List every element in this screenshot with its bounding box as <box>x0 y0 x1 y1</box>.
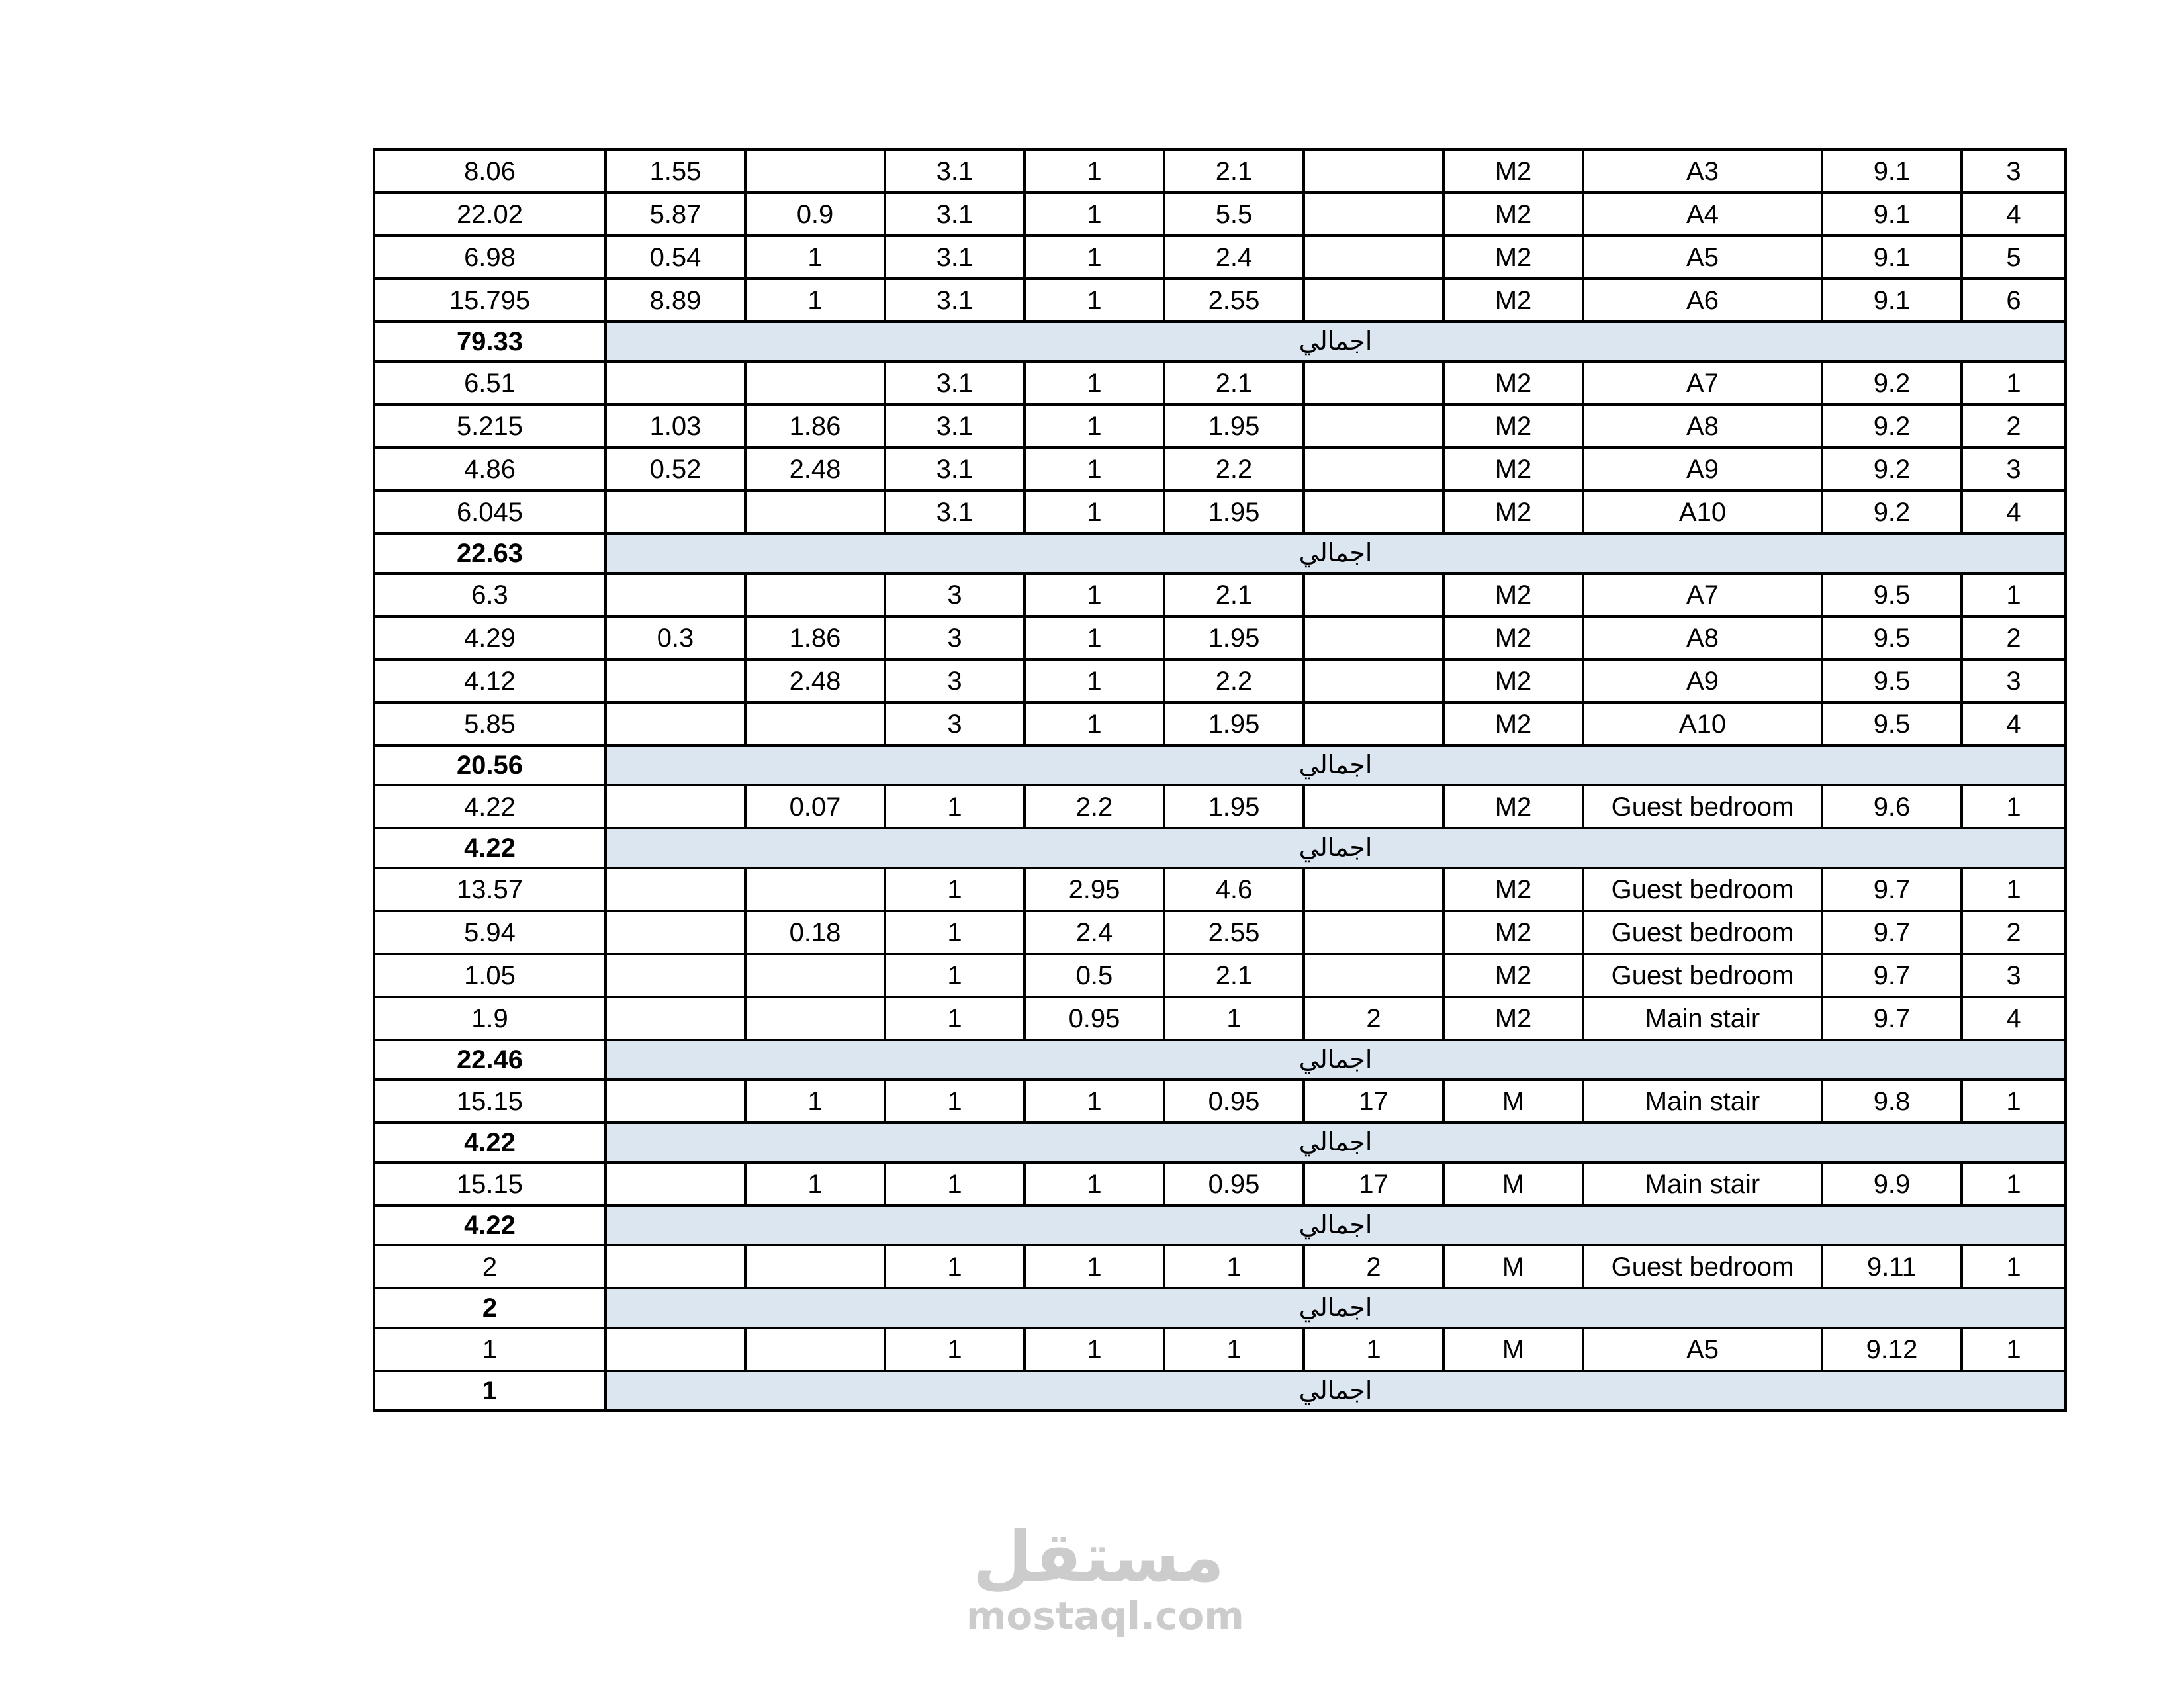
table-cell: 9.12 <box>1822 1328 1962 1371</box>
table-cell <box>1304 404 1443 447</box>
table-cell: 0.54 <box>606 236 745 279</box>
table-cell <box>745 361 885 404</box>
table-cell: 1 <box>885 1328 1024 1371</box>
table-cell: 1 <box>1024 573 1164 616</box>
total-value: 4.22 <box>374 1123 606 1162</box>
table-cell: 1 <box>1024 1328 1164 1371</box>
table-cell: A5 <box>1583 236 1822 279</box>
table-cell: 2 <box>1962 404 2066 447</box>
table-cell: 9.5 <box>1822 616 1962 659</box>
table-cell: M2 <box>1443 150 1583 193</box>
table-cell: 5 <box>1962 236 2066 279</box>
table-cell: 6.045 <box>374 491 606 534</box>
table-cell <box>606 997 745 1040</box>
table-cell: 1 <box>1024 702 1164 745</box>
table-cell: M2 <box>1443 279 1583 322</box>
table-cell: 9.5 <box>1822 573 1962 616</box>
table-cell <box>606 868 745 911</box>
total-label: اجمالي <box>606 1040 2066 1080</box>
table-cell <box>1304 361 1443 404</box>
table-cell: A7 <box>1583 361 1822 404</box>
table-cell: 1 <box>1024 404 1164 447</box>
table-cell: 3.1 <box>885 279 1024 322</box>
table-cell: 1.86 <box>745 404 885 447</box>
table-cell: 4 <box>1962 702 2066 745</box>
table-cell <box>606 911 745 954</box>
table-cell: 0.95 <box>1164 1162 1304 1205</box>
table-cell: 1 <box>1962 1162 2066 1205</box>
table-row <box>374 1162 2066 1205</box>
table-cell <box>606 1162 745 1205</box>
table-cell: 2.1 <box>1164 150 1304 193</box>
table-cell: 3 <box>885 573 1024 616</box>
total-row <box>374 1288 2066 1328</box>
table-cell: 1 <box>1024 193 1164 236</box>
table-cell: 1.9 <box>374 997 606 1040</box>
table-cell: Main stair <box>1583 997 1822 1040</box>
table-cell: 4.86 <box>374 447 606 491</box>
table-cell: 4 <box>1962 491 2066 534</box>
table-cell: 9.11 <box>1822 1245 1962 1288</box>
table-cell <box>1304 447 1443 491</box>
total-value: 79.33 <box>374 322 606 361</box>
table-cell: 3 <box>885 616 1024 659</box>
table-cell <box>1304 785 1443 828</box>
table-cell: Main stair <box>1583 1080 1822 1123</box>
table-cell <box>606 785 745 828</box>
table-cell: Guest bedroom <box>1583 911 1822 954</box>
table-cell: Guest bedroom <box>1583 954 1822 997</box>
table-cell: 6.3 <box>374 573 606 616</box>
table-cell <box>606 954 745 997</box>
table-cell <box>606 491 745 534</box>
table-cell <box>606 659 745 702</box>
table-row <box>374 659 2066 702</box>
table-cell: 5.215 <box>374 404 606 447</box>
table-cell: 2.1 <box>1164 573 1304 616</box>
total-row <box>374 534 2066 573</box>
table-cell: 2 <box>374 1245 606 1288</box>
table-cell: 3 <box>1962 150 2066 193</box>
table-cell: 0.52 <box>606 447 745 491</box>
table-cell: 9.7 <box>1822 997 1962 1040</box>
table-cell: 4.22 <box>374 785 606 828</box>
total-row <box>374 1371 2066 1411</box>
table-row <box>374 447 2066 491</box>
table-cell: 1 <box>1024 279 1164 322</box>
table-cell: 1 <box>885 868 1024 911</box>
table-row <box>374 911 2066 954</box>
table-cell: 2.95 <box>1024 868 1164 911</box>
table-cell: 5.94 <box>374 911 606 954</box>
table-cell: 17 <box>1304 1162 1443 1205</box>
table-cell: 1 <box>1962 1328 2066 1371</box>
total-label: اجمالي <box>606 534 2066 573</box>
table-cell: 22.02 <box>374 193 606 236</box>
table-cell: 1 <box>745 236 885 279</box>
table-cell: 5.87 <box>606 193 745 236</box>
table-cell: 1 <box>1024 361 1164 404</box>
table-cell <box>1304 911 1443 954</box>
table-cell: 3.1 <box>885 150 1024 193</box>
table-cell: A3 <box>1583 150 1822 193</box>
watermark-latin-text: mostaql.com <box>966 1593 1244 1638</box>
table-row <box>374 1245 2066 1288</box>
table-cell: 1 <box>1962 573 2066 616</box>
table-cell: 1 <box>1962 1245 2066 1288</box>
table-cell: M2 <box>1443 573 1583 616</box>
table-cell: M2 <box>1443 491 1583 534</box>
table-row <box>374 404 2066 447</box>
table-cell <box>1304 491 1443 534</box>
table-cell: 2.4 <box>1024 911 1164 954</box>
table-cell: 15.15 <box>374 1162 606 1205</box>
table-cell: M2 <box>1443 236 1583 279</box>
table-cell <box>1304 954 1443 997</box>
table-row <box>374 616 2066 659</box>
table-cell: 1.05 <box>374 954 606 997</box>
table-cell: 8.06 <box>374 150 606 193</box>
table-row <box>374 573 2066 616</box>
total-value: 22.46 <box>374 1040 606 1080</box>
table-cell: A6 <box>1583 279 1822 322</box>
table-cell: A4 <box>1583 193 1822 236</box>
table-cell: 3.1 <box>885 236 1024 279</box>
table-cell: 4 <box>1962 997 2066 1040</box>
table-cell: A8 <box>1583 616 1822 659</box>
table-cell <box>745 573 885 616</box>
table-row <box>374 702 2066 745</box>
watermark-arabic-text: مستقل <box>972 1517 1225 1597</box>
table-cell: 1 <box>1024 1245 1164 1288</box>
table-cell <box>745 997 885 1040</box>
table-cell: 9.6 <box>1822 785 1962 828</box>
table-cell: 9.1 <box>1822 150 1962 193</box>
table-cell: M2 <box>1443 868 1583 911</box>
table-cell: 1.03 <box>606 404 745 447</box>
table-cell: A7 <box>1583 573 1822 616</box>
table-cell <box>745 1245 885 1288</box>
table-cell: 0.9 <box>745 193 885 236</box>
table-body <box>374 150 2066 1411</box>
total-label: اجمالي <box>606 828 2066 868</box>
table-row <box>374 785 2066 828</box>
table-cell <box>1304 868 1443 911</box>
table-cell: 1 <box>885 785 1024 828</box>
total-value: 4.22 <box>374 828 606 868</box>
table-cell <box>745 150 885 193</box>
table-cell: 5.85 <box>374 702 606 745</box>
table-cell: M2 <box>1443 911 1583 954</box>
table-cell: 1 <box>1962 361 2066 404</box>
table-cell: 3.1 <box>885 447 1024 491</box>
table-cell <box>1304 659 1443 702</box>
total-label: اجمالي <box>606 1371 2066 1411</box>
table-cell: 1 <box>1024 150 1164 193</box>
table-cell: 1 <box>1164 997 1304 1040</box>
table-cell: 2.55 <box>1164 911 1304 954</box>
total-row <box>374 745 2066 785</box>
table-cell <box>745 868 885 911</box>
table-cell: 0.3 <box>606 616 745 659</box>
table-cell: 3.1 <box>885 491 1024 534</box>
quantities-table <box>373 148 2067 1412</box>
table-cell <box>606 1080 745 1123</box>
table-cell: 9.2 <box>1822 491 1962 534</box>
table-cell <box>1304 279 1443 322</box>
table-cell: 9.7 <box>1822 911 1962 954</box>
table-cell <box>1304 573 1443 616</box>
mostaql-watermark <box>966 1517 1244 1638</box>
table-cell: 9.2 <box>1822 361 1962 404</box>
table-cell: 4 <box>1962 193 2066 236</box>
table-cell: M2 <box>1443 447 1583 491</box>
table-cell: A10 <box>1583 491 1822 534</box>
table-cell <box>606 702 745 745</box>
table-cell: M2 <box>1443 997 1583 1040</box>
table-cell: 0.5 <box>1024 954 1164 997</box>
total-label: اجمالي <box>606 1123 2066 1162</box>
table-cell: 1 <box>1164 1245 1304 1288</box>
table-row <box>374 868 2066 911</box>
total-value: 2 <box>374 1288 606 1328</box>
total-value: 22.63 <box>374 534 606 573</box>
table-cell: Main stair <box>1583 1162 1822 1205</box>
table-cell: 1 <box>1024 1080 1164 1123</box>
table-cell: 1 <box>1304 1328 1443 1371</box>
table-cell <box>1304 236 1443 279</box>
table-cell: 2 <box>1962 911 2066 954</box>
table-cell: 9.2 <box>1822 404 1962 447</box>
table-cell: 1 <box>885 1162 1024 1205</box>
table-cell: 9.7 <box>1822 954 1962 997</box>
table-cell: 2.1 <box>1164 954 1304 997</box>
table-row <box>374 150 2066 193</box>
total-label: اجمالي <box>606 1205 2066 1245</box>
total-value: 4.22 <box>374 1205 606 1245</box>
table-cell: 2.55 <box>1164 279 1304 322</box>
table-cell: 6.51 <box>374 361 606 404</box>
table-row <box>374 1080 2066 1123</box>
total-row <box>374 828 2066 868</box>
table-cell: 1.95 <box>1164 491 1304 534</box>
table-cell: 3.1 <box>885 193 1024 236</box>
table-cell: Guest bedroom <box>1583 1245 1822 1288</box>
table-row <box>374 193 2066 236</box>
table-cell <box>745 702 885 745</box>
table-cell: 17 <box>1304 1080 1443 1123</box>
table-cell: 1.55 <box>606 150 745 193</box>
table-row <box>374 954 2066 997</box>
table-cell: 3 <box>885 702 1024 745</box>
table-cell: 2.48 <box>745 659 885 702</box>
table-cell: A9 <box>1583 659 1822 702</box>
table-cell: 1 <box>885 954 1024 997</box>
table-cell: M2 <box>1443 702 1583 745</box>
table-cell <box>606 1328 745 1371</box>
table-cell: 1 <box>885 1080 1024 1123</box>
table-cell: 2.48 <box>745 447 885 491</box>
table-cell: 2.2 <box>1164 447 1304 491</box>
table-cell: 1 <box>885 911 1024 954</box>
table-cell: 15.15 <box>374 1080 606 1123</box>
table-cell: 3.1 <box>885 404 1024 447</box>
table-cell: 1.95 <box>1164 702 1304 745</box>
table-cell: 1 <box>745 1080 885 1123</box>
table-cell: 2.2 <box>1024 785 1164 828</box>
table-cell: 3 <box>885 659 1024 702</box>
table-cell: 9.7 <box>1822 868 1962 911</box>
table-cell <box>745 954 885 997</box>
table-cell: M <box>1443 1080 1583 1123</box>
table-cell: A10 <box>1583 702 1822 745</box>
table-cell: 0.07 <box>745 785 885 828</box>
table-cell: Guest bedroom <box>1583 868 1822 911</box>
table-cell: A5 <box>1583 1328 1822 1371</box>
table-cell: 9.5 <box>1822 659 1962 702</box>
table-cell: 0.95 <box>1164 1080 1304 1123</box>
table-cell: 2.4 <box>1164 236 1304 279</box>
table-cell: 1.95 <box>1164 785 1304 828</box>
table-cell <box>606 573 745 616</box>
table-cell: 13.57 <box>374 868 606 911</box>
table-row <box>374 491 2066 534</box>
table-cell: 0.95 <box>1024 997 1164 1040</box>
table-cell: 1 <box>745 279 885 322</box>
table-cell <box>606 1245 745 1288</box>
table-cell: 1 <box>1962 785 2066 828</box>
table-cell: 2 <box>1304 1245 1443 1288</box>
table-cell: 1 <box>1962 1080 2066 1123</box>
table-cell: 15.795 <box>374 279 606 322</box>
table-cell: 1 <box>1024 1162 1164 1205</box>
table-cell: M2 <box>1443 361 1583 404</box>
table-cell: 1.86 <box>745 616 885 659</box>
table-cell: M2 <box>1443 404 1583 447</box>
table-cell: 1 <box>1024 616 1164 659</box>
table-cell: 9.1 <box>1822 193 1962 236</box>
table-cell: M2 <box>1443 785 1583 828</box>
table-cell <box>745 1328 885 1371</box>
total-row <box>374 322 2066 361</box>
table-cell: 1 <box>1024 659 1164 702</box>
total-row <box>374 1205 2066 1245</box>
table-cell: 9.2 <box>1822 447 1962 491</box>
total-row <box>374 1123 2066 1162</box>
table-cell: 3 <box>1962 659 2066 702</box>
table-cell: 1 <box>1962 868 2066 911</box>
table-cell: A8 <box>1583 404 1822 447</box>
table-cell: 6.98 <box>374 236 606 279</box>
table-cell: 2.2 <box>1164 659 1304 702</box>
table-cell: A9 <box>1583 447 1822 491</box>
table-cell: 3.1 <box>885 361 1024 404</box>
table-cell: 2.1 <box>1164 361 1304 404</box>
table-cell: 5.5 <box>1164 193 1304 236</box>
table-cell: 8.89 <box>606 279 745 322</box>
table-cell: M2 <box>1443 954 1583 997</box>
table-cell: Guest bedroom <box>1583 785 1822 828</box>
table-cell: 2 <box>1304 997 1443 1040</box>
table-cell: 1 <box>1164 1328 1304 1371</box>
table-row <box>374 236 2066 279</box>
table-cell: 9.8 <box>1822 1080 1962 1123</box>
table-cell: 4.12 <box>374 659 606 702</box>
table-cell <box>1304 193 1443 236</box>
table-cell: 1 <box>885 997 1024 1040</box>
table-cell: 9.9 <box>1822 1162 1962 1205</box>
table-cell: 1.95 <box>1164 616 1304 659</box>
table-cell: 1 <box>885 1245 1024 1288</box>
table-cell <box>1304 702 1443 745</box>
table-row <box>374 279 2066 322</box>
table-cell: M2 <box>1443 193 1583 236</box>
table-cell: 1 <box>745 1162 885 1205</box>
table-cell <box>1304 616 1443 659</box>
table-cell: 3 <box>1962 447 2066 491</box>
total-label: اجمالي <box>606 745 2066 785</box>
table-cell: 2 <box>1962 616 2066 659</box>
table-row <box>374 997 2066 1040</box>
table-cell: 4.6 <box>1164 868 1304 911</box>
table-cell: M2 <box>1443 659 1583 702</box>
table-row <box>374 1328 2066 1371</box>
table-cell: 1 <box>1024 447 1164 491</box>
table-cell: 1 <box>1024 236 1164 279</box>
table-cell: 9.5 <box>1822 702 1962 745</box>
table-cell <box>1304 150 1443 193</box>
table-cell <box>606 361 745 404</box>
total-value: 20.56 <box>374 745 606 785</box>
total-value: 1 <box>374 1371 606 1411</box>
total-label: اجمالي <box>606 1288 2066 1328</box>
table-cell: M <box>1443 1328 1583 1371</box>
table-cell: 9.1 <box>1822 279 1962 322</box>
table-cell: 1 <box>1024 491 1164 534</box>
total-row <box>374 1040 2066 1080</box>
total-label: اجمالي <box>606 322 2066 361</box>
table-cell: 6 <box>1962 279 2066 322</box>
table-cell: 3 <box>1962 954 2066 997</box>
table-row <box>374 361 2066 404</box>
table-cell: 0.18 <box>745 911 885 954</box>
table-cell: 1 <box>374 1328 606 1371</box>
table-cell: 9.1 <box>1822 236 1962 279</box>
table-cell: M <box>1443 1245 1583 1288</box>
table-cell: M <box>1443 1162 1583 1205</box>
table-cell <box>745 491 885 534</box>
table-cell: 4.29 <box>374 616 606 659</box>
table-cell: M2 <box>1443 616 1583 659</box>
table-cell: 1.95 <box>1164 404 1304 447</box>
